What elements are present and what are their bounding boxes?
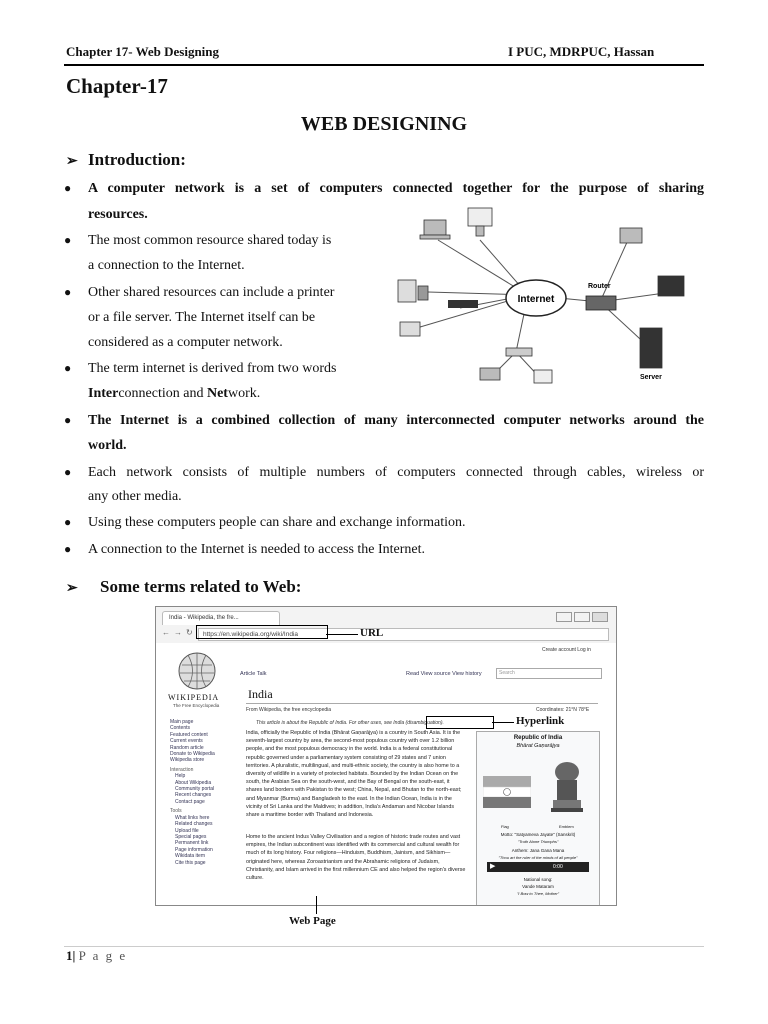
bullet-text: Other shared resources can include a printer — [88, 285, 335, 300]
article-tabs: Article Talk — [240, 671, 267, 677]
sidebar-link: About Wikipedia — [175, 779, 212, 786]
url-callout-line — [326, 634, 358, 635]
sidebar-heading: Interaction — [170, 766, 194, 773]
play-icon: ▶ — [490, 863, 496, 870]
window-controls — [556, 609, 612, 619]
hyperlink-highlight-box — [426, 716, 494, 729]
page-footer — [66, 948, 127, 964]
sidebar-link: Related changes — [175, 821, 213, 828]
desktop-icon — [398, 280, 416, 302]
monitor-stand-icon — [476, 226, 484, 236]
sidebar-link: Contents — [170, 725, 191, 732]
bullet-icon: ● — [64, 465, 72, 479]
article-heading: India — [248, 687, 273, 701]
sidebar-link: Contact page — [175, 798, 205, 805]
header-right: I PUC, MDRPUC, Hassan — [508, 44, 655, 59]
coordinates: Coordinates: 21°N 78°E — [536, 707, 590, 713]
terms-heading — [66, 577, 301, 597]
server-label: Server — [640, 374, 662, 381]
bullet-icon: ● — [64, 233, 72, 247]
url-highlight-box — [196, 625, 328, 639]
close-icon — [592, 612, 608, 622]
page-word: P a g e — [78, 948, 128, 963]
audio-player — [487, 862, 589, 872]
bullet-text-cont — [88, 381, 260, 407]
bullet-text: A computer network is a set of computers connected together for the purpose of sharing — [88, 181, 704, 196]
desktop-icon — [534, 370, 552, 383]
audio-time: 0:00 — [553, 864, 563, 870]
header-left: Chapter 17- Web Designing — [66, 44, 220, 59]
article-paragraph: India, officially the Republic of India (Bhārat Gaṇarājya) is a country in South Asia. It is the seventh-largest country by area, the second-most populous country with over 1.2 billion people, and the most populous democracy in the world. India is a federal constitutional republic governed under a parliamentary system consisting of 29 states and 7 union territories. A pluralistic, multilingual, and multi-ethnic society, the country is also home to a diversity of wildlife in a variety of protected habitats. Bounded by the Indian Ocean on the south, the Arabian Sea on the south-west, and the Bay of Bengal on the south-east, it shares land borders with Pakistan to the west; China, Nepal, and Bhutan to the north-east; and Myanmar (Burma) and Bangladesh to the east. In the Indian Ocean, India is in the vicinity of Sri Lanka and the Maldives; in addition, India's Andaman and Nicobar Islands share a maritime border with Thailand and Indonesia. — [246, 730, 462, 819]
hyperlink-callout-label: Hyperlink — [516, 715, 565, 727]
bullet-icon: ● — [64, 285, 72, 299]
intro-heading — [66, 150, 186, 170]
wikipedia-tagline: The Free Encyclopedia — [173, 703, 220, 708]
anthem: Anthem: Jana Gana Mana — [511, 848, 565, 853]
bullet-icon: ● — [64, 361, 72, 375]
sidebar-link: Cite this page — [175, 859, 206, 866]
monitor-icon — [658, 276, 684, 296]
hatnote: This article is about the Republic of India. For other uses, see India (disambiguation). — [256, 720, 444, 726]
sidebar-link: Current events — [170, 738, 203, 745]
heading-rule — [246, 703, 598, 704]
national-song: National song: — [523, 877, 553, 882]
wiki-search-input: Search — [496, 668, 602, 679]
server-icon — [640, 328, 662, 368]
url-callout-label: URL — [360, 627, 384, 639]
internet-label: Internet — [517, 294, 555, 305]
sidebar-link: Permanent link — [175, 840, 209, 847]
motto-translation: "Truth Alone Triumphs" — [517, 839, 559, 844]
arrow-bullet-icon: ➢ — [66, 581, 78, 596]
sidebar-link: Main page — [170, 719, 194, 725]
sidebar-link: Recent changes — [175, 792, 212, 799]
maximize-icon — [574, 612, 590, 622]
arrow-bullet-icon: ➢ — [66, 154, 78, 169]
sidebar-main — [170, 719, 215, 866]
desktop-icon — [400, 322, 420, 336]
sidebar-link: Special pages — [175, 833, 207, 840]
bullet-text-cont: considered as a computer network. — [88, 335, 283, 350]
sidebar-link: Random article — [170, 744, 204, 751]
flag-icon — [483, 776, 531, 808]
minimize-icon — [556, 612, 572, 622]
sidebar-link: Upload file — [175, 827, 199, 834]
desktop-tower-icon — [418, 286, 428, 300]
router-label: Router — [588, 283, 611, 290]
bullet-text-cont: or a file server. The Internet itself can be — [88, 310, 316, 325]
address-bar: https://en.wikipedia.org/wiki/India — [198, 628, 609, 641]
emblem-icon — [547, 758, 587, 818]
from-line: From Wikipedia, the free encyclopedia — [246, 707, 332, 713]
browser-screenshot — [155, 606, 617, 906]
network-diagram — [388, 200, 700, 384]
forward-icon: → — [174, 628, 182, 637]
bullet-text: A connection to the Internet is needed to access the Internet. — [88, 542, 426, 557]
webpage-callout-line — [316, 896, 317, 914]
bullet-text: The Internet is a combined collection of many interconnected computer networks around the — [88, 413, 704, 428]
create-account-link: Create account Log in — [542, 647, 591, 653]
intro-heading-text: Introduction: — [88, 150, 186, 169]
infobox-subtitle: Bhārat Gaṇarājya — [516, 743, 560, 749]
laptop-base-icon — [420, 235, 450, 239]
sidebar-link: What links here — [175, 814, 210, 821]
back-icon: ← — [162, 628, 170, 637]
bullet-text-cont: any other media. — [88, 489, 182, 504]
bullet-text-cont: a connection to the Internet. — [88, 258, 245, 273]
router-icon — [586, 296, 616, 310]
sidebar-link: Featured content — [170, 731, 208, 738]
footer-divider — [64, 946, 704, 947]
sidebar-link: Wikipedia store — [170, 757, 205, 764]
infobox — [476, 731, 600, 906]
wikipedia-name: WIKIPEDIA — [168, 693, 220, 702]
switch-icon — [448, 300, 478, 308]
national-song-translation: "I Bow to Thee, Mother" — [516, 891, 560, 896]
page-title: WEB DESIGNING — [300, 113, 468, 135]
monitor-icon — [468, 208, 492, 226]
wikipedia-globe-icon — [174, 651, 220, 691]
bullet-text: Using these computers people can share and exchange information. — [88, 515, 466, 530]
reload-icon: ↻ — [186, 628, 193, 637]
hyperlink-callout-line — [492, 722, 514, 723]
sidebar-link: Page information — [175, 846, 213, 853]
article-paragraph: Home to the ancient Indus Valley Civilisation and a region of historic trade routes and vast empires, the Indian subcontinent was identified with its commercial and cultural wealth for much of its long history. Four religions—Hinduism, Buddhism, Jainism, and Sikhism—originated here, whereas Zoroastrianism and the Abrahamic religions of Judaism, Christianity, and Islam arrived in the first millennium CE and also helped the region's diverse culture. — [246, 834, 466, 882]
sidebar-link: Help — [175, 773, 186, 780]
webpage-callout-label: Web Page — [289, 915, 336, 927]
bullet-text-cont: resources. — [88, 207, 148, 222]
sidebar-link: Donate to Wikipedia — [170, 751, 215, 758]
laptop-icon — [424, 220, 446, 235]
net-bold: Net — [206, 386, 228, 401]
laptop-icon — [620, 228, 642, 243]
footer-separator: | — [72, 948, 76, 963]
web-page — [156, 643, 616, 905]
bullet-text: The term internet is derived from two words — [88, 361, 337, 376]
motto: Motto: "Satyameva Jayate" (Sanskrit) — [500, 832, 576, 837]
flag-caption: Flag — [501, 824, 509, 829]
terms-heading-text: Some terms related to Web: — [100, 577, 302, 596]
page-number: 1 — [66, 948, 73, 963]
view-tabs: Read View source View history — [406, 671, 482, 677]
bullet-text-cont: world. — [88, 438, 127, 453]
anthem-translation: "Thou art the ruler of the minds of all people" — [498, 855, 578, 860]
bullet-icon: ● — [64, 413, 72, 427]
browser-tab: India - Wikipedia, the fre... — [162, 611, 280, 625]
bullet-icon: ● — [64, 542, 72, 556]
emblem-caption: Emblem — [559, 824, 574, 829]
inter-bold: Inter — [88, 386, 119, 401]
bullet-text: The most common resource shared today is — [88, 233, 332, 248]
laptop-icon — [480, 368, 500, 380]
infobox-title: Republic of India — [513, 735, 563, 741]
inter-rest: connection and — [118, 386, 207, 401]
sidebar-link: Community portal — [175, 786, 215, 793]
net-rest: work. — [227, 386, 261, 401]
bullet-icon: ● — [64, 515, 72, 529]
chapter-label: Chapter-17 — [66, 74, 168, 98]
bullet-text: Each network consists of multiple numbers of computers connected through cables, wireless or — [88, 465, 704, 480]
header-divider — [64, 64, 704, 66]
hub-icon — [506, 348, 532, 356]
sidebar-link: Wikidata item — [175, 853, 206, 860]
sidebar-heading: Tools — [170, 808, 182, 815]
bullet-icon: ● — [64, 181, 72, 195]
national-song-name: Vande Mataram — [522, 884, 554, 889]
